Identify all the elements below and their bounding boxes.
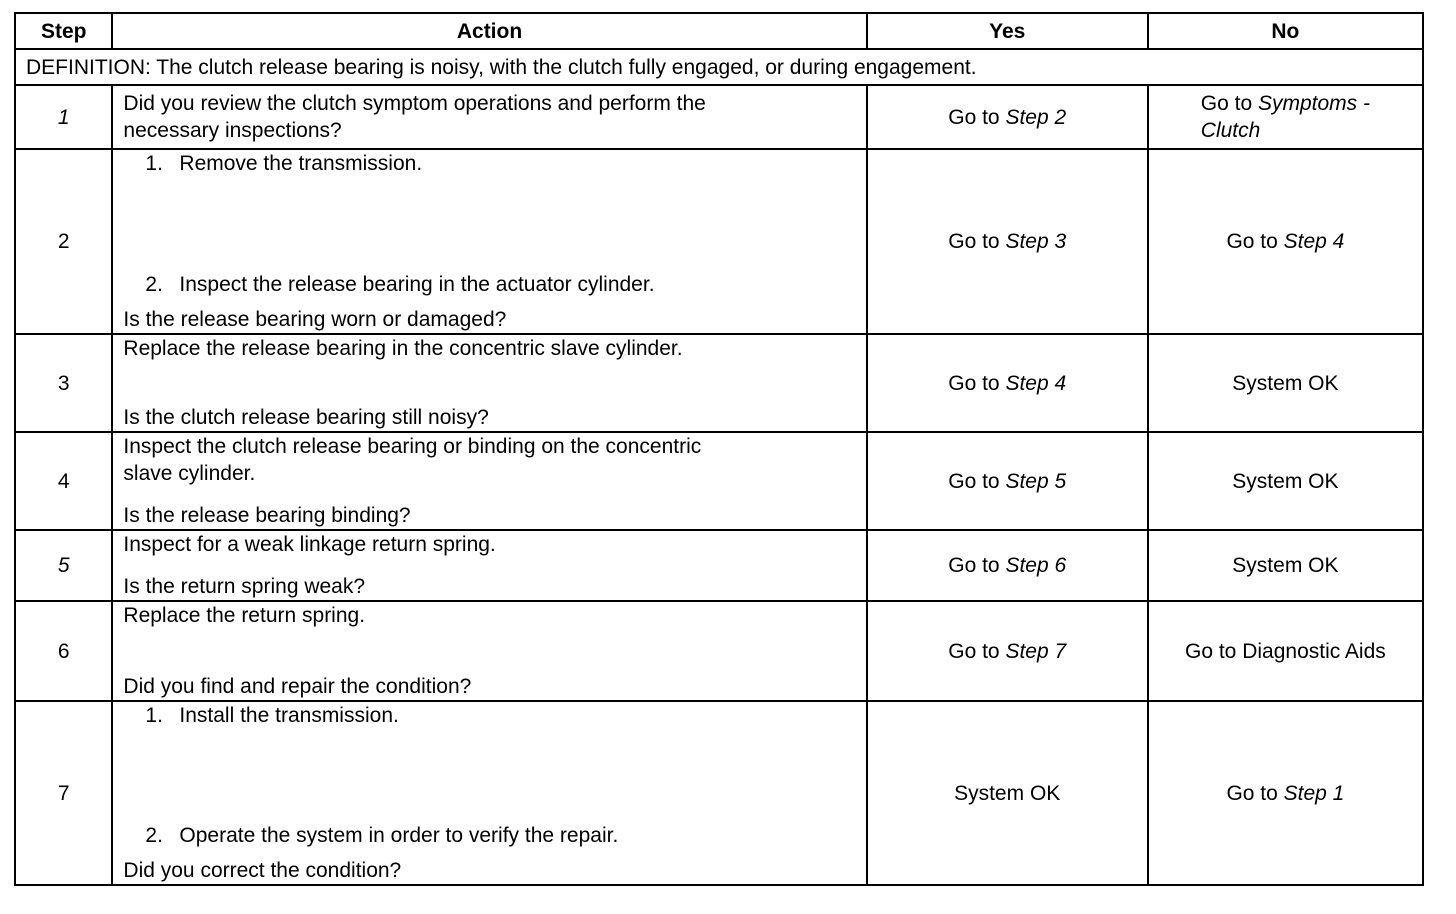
sub-step-text: Operate the system in order to verify the repair. <box>179 824 619 847</box>
no-link-continued[interactable]: Clutch <box>1200 119 1261 142</box>
header-action: Action <box>112 13 866 49</box>
sub-step-number: 2. <box>145 273 163 296</box>
action-cell <box>112 334 866 432</box>
action-cell <box>112 701 866 885</box>
diagnostic-table <box>14 12 1424 886</box>
action-cell <box>112 149 866 334</box>
yes-cell: System OK <box>867 701 1148 885</box>
question-text: Is the clutch release bearing still noisy? <box>123 406 489 429</box>
sub-step <box>123 822 855 849</box>
action-cell <box>112 601 866 701</box>
no-link[interactable]: Step 1 <box>1283 781 1345 805</box>
step-number: 4 <box>15 432 112 530</box>
yes-cell <box>867 85 1148 149</box>
yes-prefix: Go to <box>948 105 1006 129</box>
yes-link[interactable]: Step 3 <box>1005 230 1067 253</box>
action-cell <box>112 432 866 530</box>
no-prefix: Go to <box>1200 92 1258 115</box>
no-prefix: Go to <box>1226 781 1284 805</box>
yes-link[interactable]: Step 2 <box>1005 105 1067 129</box>
action-text: Replace the release bearing in the concentric slave cylinder. <box>123 337 683 360</box>
no-link[interactable]: Step 4 <box>1283 230 1345 253</box>
sub-step-number: 2. <box>145 824 163 847</box>
header-row <box>15 13 1423 49</box>
yes-prefix: Go to <box>948 469 1006 493</box>
no-cell: Go to Diagnostic Aids <box>1148 601 1423 701</box>
no-cell <box>1148 701 1423 885</box>
action-text: slave cylinder. <box>123 462 256 485</box>
definition-row <box>15 49 1423 85</box>
yes-link[interactable]: Step 6 <box>1005 554 1067 577</box>
yes-cell <box>867 601 1148 701</box>
no-cell <box>1148 149 1423 334</box>
yes-cell <box>867 334 1148 432</box>
yes-prefix: Go to <box>948 554 1006 577</box>
sub-step-number: 1. <box>145 704 163 727</box>
sub-step <box>123 150 855 177</box>
sub-step <box>123 271 855 298</box>
step-number: 6 <box>15 601 112 701</box>
question-text: Is the release bearing binding? <box>123 504 411 527</box>
action-cell <box>112 85 866 149</box>
table-row <box>15 432 1423 530</box>
table-row <box>15 701 1423 885</box>
action-text: Did you review the clutch symptom operations and perform the <box>123 92 706 115</box>
question-text: Did you find and repair the condition? <box>123 675 472 698</box>
step-number: 2 <box>15 149 112 334</box>
no-prefix: Go to <box>1226 230 1284 253</box>
action-text: Replace the return spring. <box>123 604 366 627</box>
yes-prefix: Go to <box>948 230 1006 253</box>
no-cell: System OK <box>1148 432 1423 530</box>
table-row <box>15 530 1423 601</box>
header-no: No <box>1148 13 1423 49</box>
no-cell <box>1148 85 1423 149</box>
question-text: Is the return spring weak? <box>123 575 366 598</box>
yes-cell <box>867 149 1148 334</box>
sub-step-text: Install the transmission. <box>179 704 399 727</box>
yes-prefix: Go to <box>948 371 1006 395</box>
step-number: 3 <box>15 334 112 432</box>
sub-step-number: 1. <box>145 152 163 175</box>
definition-text: DEFINITION: The clutch release bearing is noisy, with the clutch fully engaged, or during engagement. <box>15 49 1423 85</box>
question-text: Is the release bearing worn or damaged? <box>123 308 507 331</box>
yes-link[interactable]: Step 7 <box>1005 639 1067 663</box>
question-text: Did you correct the condition? <box>123 859 402 882</box>
header-step: Step <box>15 13 112 49</box>
yes-cell <box>867 530 1148 601</box>
step-number: 7 <box>15 701 112 885</box>
yes-cell <box>867 432 1148 530</box>
yes-link[interactable]: Step 4 <box>1005 371 1067 395</box>
action-text: necessary inspections? <box>123 119 342 142</box>
no-cell: System OK <box>1148 334 1423 432</box>
sub-step-text: Inspect the release bearing in the actuator cylinder. <box>179 273 655 296</box>
action-cell <box>112 530 866 601</box>
step-number: 5 <box>15 530 112 601</box>
table-row <box>15 85 1423 149</box>
header-yes: Yes <box>867 13 1148 49</box>
yes-link[interactable]: Step 5 <box>1005 469 1067 493</box>
action-text: Inspect for a weak linkage return spring. <box>123 533 496 556</box>
action-text: Inspect the clutch release bearing or binding on the concentric <box>123 435 702 458</box>
sub-step <box>123 702 855 729</box>
step-number: 1 <box>15 85 112 149</box>
table-row <box>15 149 1423 334</box>
no-link[interactable]: Symptoms - <box>1257 92 1370 115</box>
table-row <box>15 334 1423 432</box>
no-cell: System OK <box>1148 530 1423 601</box>
table-row <box>15 601 1423 701</box>
sub-step-text: Remove the transmission. <box>179 152 423 175</box>
yes-prefix: Go to <box>948 639 1006 663</box>
